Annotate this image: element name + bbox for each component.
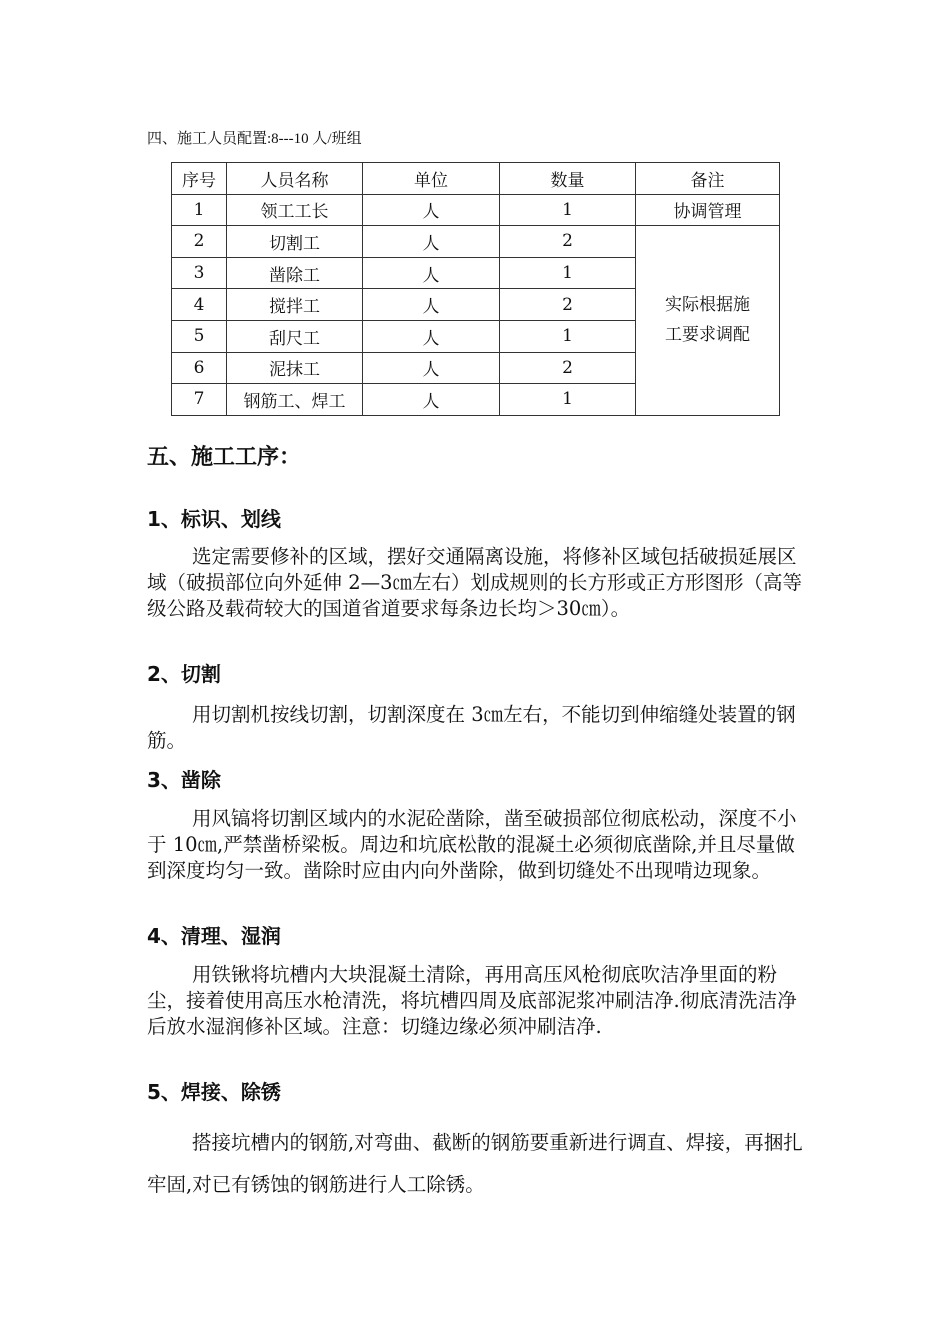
merged-note-line: 工要求调配 [665,325,750,346]
table-cell: 1 [172,194,227,226]
table-cell: 1 [500,320,636,352]
table-cell: 7 [172,384,227,416]
step-paragraph: 选定需要修补的区域，摆好交通隔离设施，将修补区域包括破损延展区域（破损部位向外延伸 2—3㎝左右）划成规则的长方形或正方形图形（高等级公路及载荷较大的国道省道要求每条边长均＞30㎝）。 [147,545,803,620]
table-cell: 6 [172,352,227,384]
step-heading: 2、切割 [147,662,221,686]
header-cell: 人员名称 [227,163,363,195]
table-cell: 领工工长 [227,194,363,226]
table-cell: 人 [363,352,500,384]
merged-note-line: 实际根据施 [665,295,750,316]
table-cell: 2 [500,226,636,258]
header-cell: 单位 [363,163,500,195]
table-cell: 1 [500,257,636,289]
table-cell: 1 [500,384,636,416]
table-cell: 人 [363,320,500,352]
table-cell: 4 [172,289,227,321]
table-cell: 2 [500,289,636,321]
table-cell: 泥抹工 [227,352,363,384]
table-cell: 1 [500,194,636,226]
table-cell: 5 [172,320,227,352]
table-row [172,194,780,226]
table-cell: 2 [500,352,636,384]
header-cell: 序号 [172,163,227,195]
table-cell: 切割工 [227,226,363,258]
header-cell: 备注 [636,163,780,195]
step-paragraph: 用切割机按线切割，切割深度在 3㎝左右，不能切到伸缩缝处装置的钢筋。 [147,703,796,752]
header-cell: 数量 [500,163,636,195]
section-heading: 五、施工工序： [147,445,302,470]
table-row [172,226,780,258]
step-paragraph: 搭接坑槽内的钢筋,对弯曲、截断的钢筋要重新进行调直、焊接，再捆扎牢固,对已有锈蚀的钢筋进行人工除锈。 [147,1131,803,1196]
table-cell: 人 [363,257,500,289]
table-cell: 人 [363,194,500,226]
table-cell: 人 [363,384,500,416]
table-cell: 凿除工 [227,257,363,289]
table-cell: 3 [172,257,227,289]
merged-note-cell [636,226,780,416]
step-heading: 1、标识、划线 [147,507,281,531]
table-cell: 刮尺工 [227,320,363,352]
staffing-table [171,162,780,416]
table-cell: 搅拌工 [227,289,363,321]
step-heading: 5、焊接、除锈 [147,1080,281,1104]
step-paragraph: 用铁锹将坑槽内大块混凝土清除，再用高压风枪彻底吹洁净里面的粉尘，接着使用高压水枪清洗，将坑槽四周及底部泥浆冲刷洁净.彻底清洗洁净后放水湿润修补区域。注意：切缝边缘必须冲刷洁净. [147,963,797,1038]
table-cell: 2 [172,226,227,258]
table-cell: 钢筋工、焊工 [227,384,363,416]
step-heading: 4、清理、湿润 [147,924,281,948]
table-header-row [172,163,780,195]
staffing-intro: 四、施工人员配置:8---10 人/班组 [147,131,362,147]
step-heading: 3、凿除 [147,768,221,792]
table-cell: 人 [363,226,500,258]
table-cell: 人 [363,289,500,321]
step-paragraph: 用风镐将切割区域内的水泥砼凿除，凿至破损部位彻底松动，深度不小于 10㎝,严禁凿桥梁板。周边和坑底松散的混凝土必须彻底凿除,并且尽量做到深度均匀一致。凿除时应由内向外凿除，做到切缝处不出现啃边现象。 [147,807,797,882]
table-cell: 协调管理 [636,194,780,226]
